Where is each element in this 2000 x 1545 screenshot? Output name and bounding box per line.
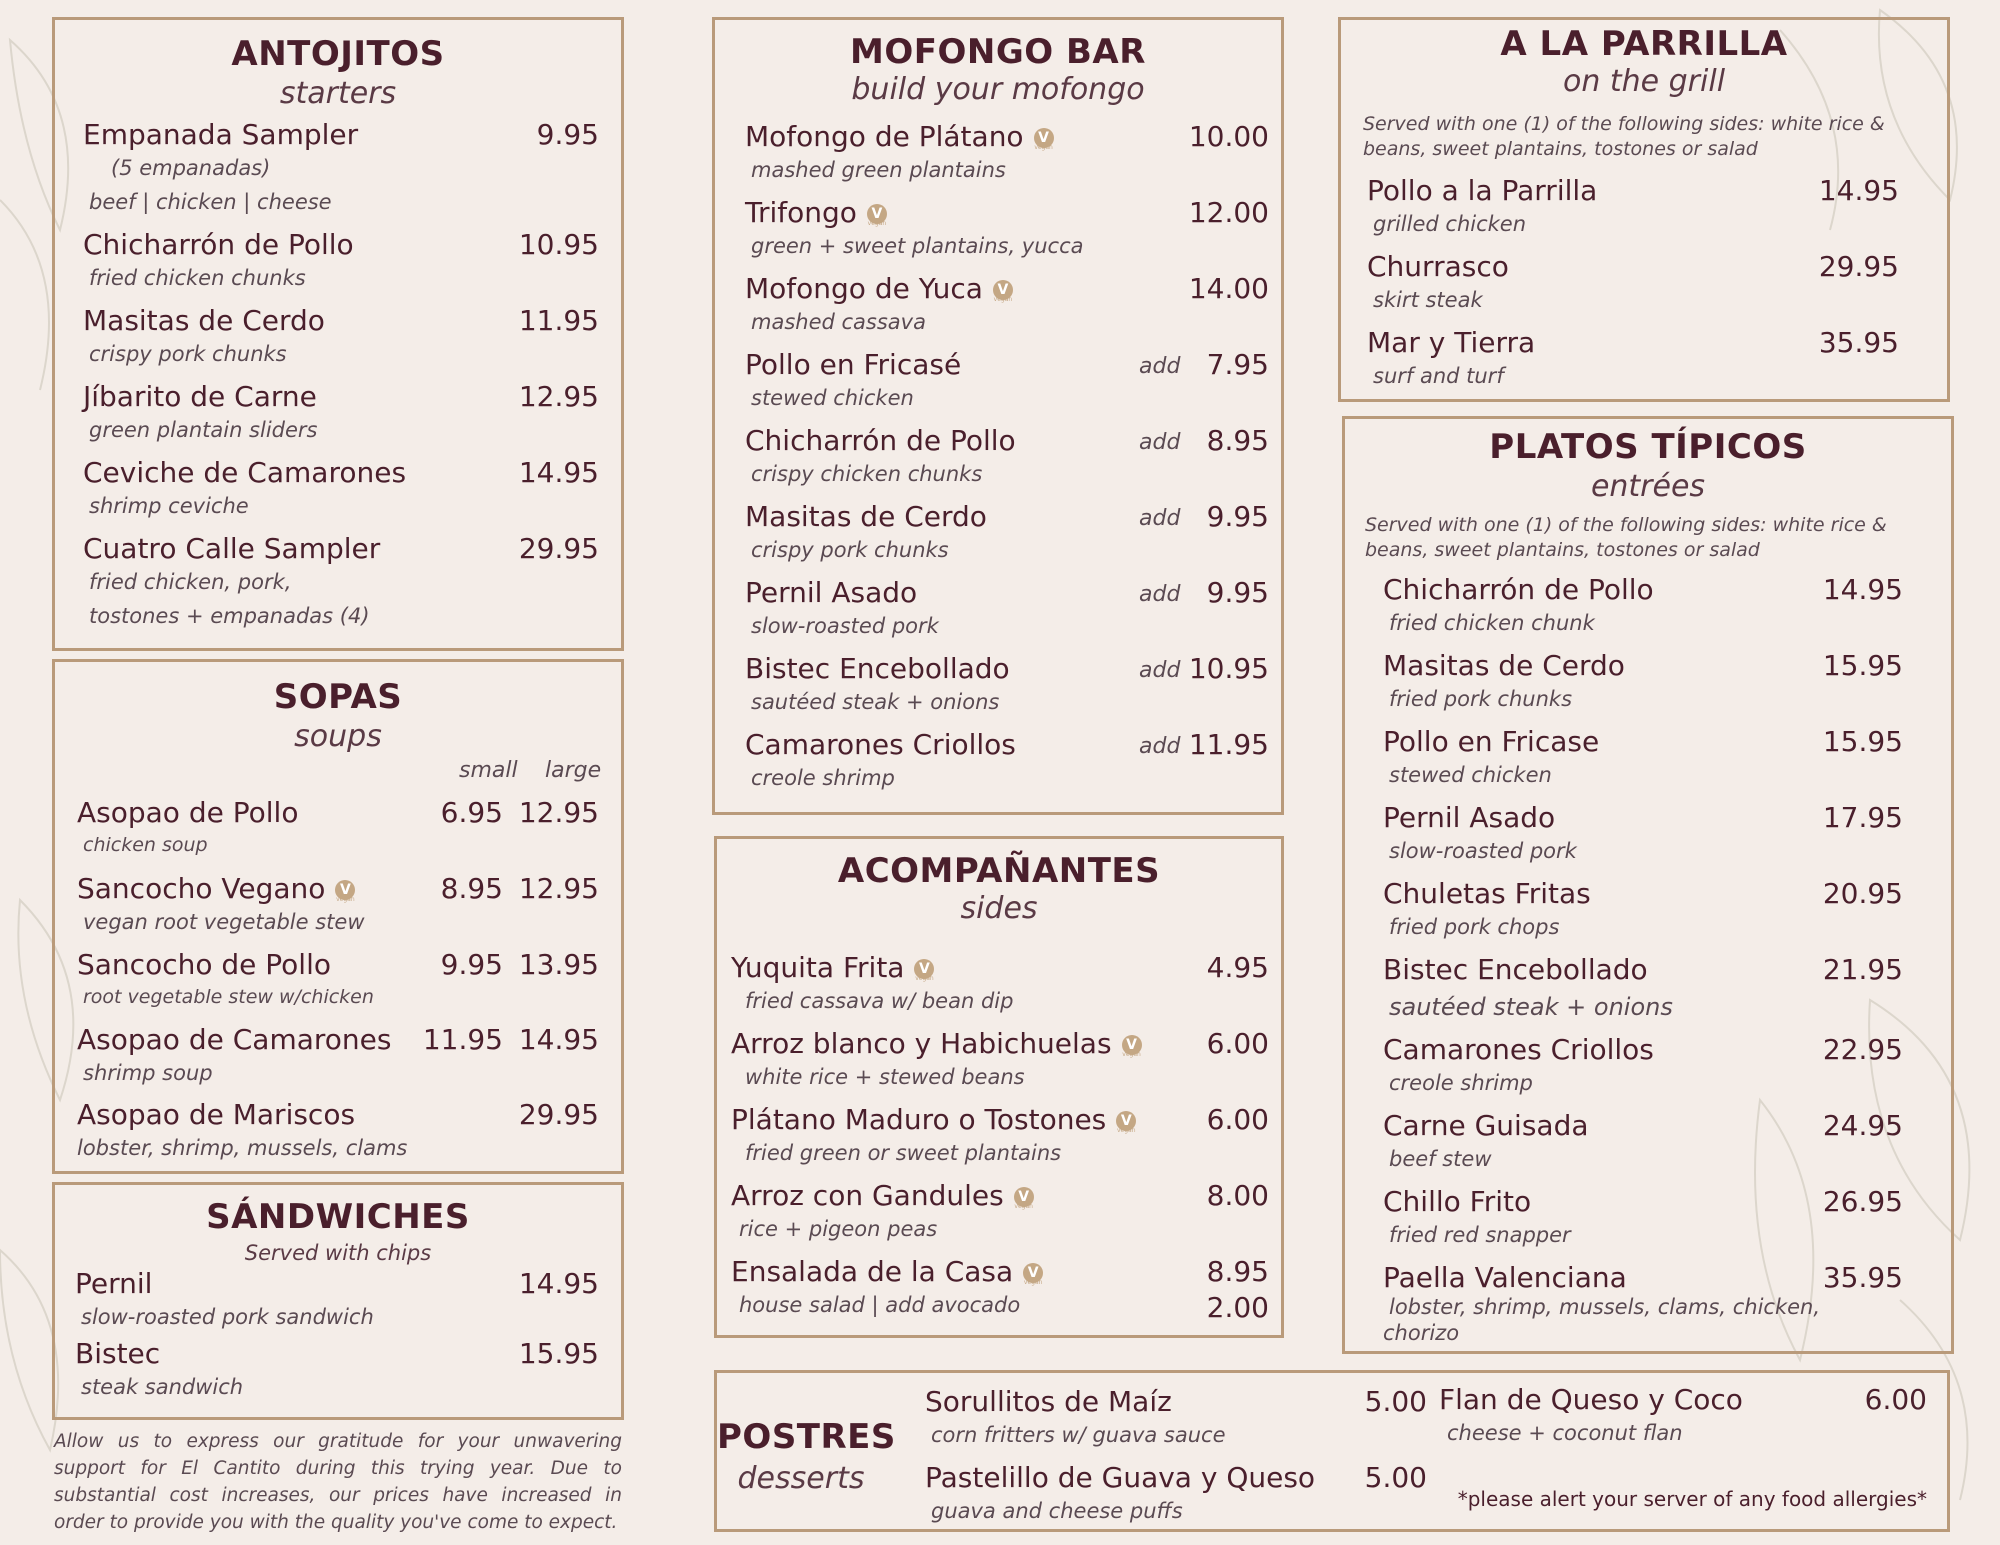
section-title: A LA PARRILLA (1500, 24, 1788, 64)
item-name: Asopao de Mariscos (77, 1098, 356, 1131)
item-name-text: Ensalada de la Casa (731, 1255, 1014, 1288)
item-name: Bistec (75, 1337, 161, 1370)
item-name: Pastelillo de Guava y Queso (925, 1461, 1316, 1494)
section-title: MOFONGO BAR (850, 32, 1146, 72)
item-description: guava and cheese puffs (931, 1499, 1183, 1523)
vegan-icon: V vegan (867, 206, 887, 227)
section-title: SOPAS (273, 677, 403, 717)
item-description: crispy pork chunks (89, 342, 287, 366)
item-price: 6.00 (1206, 1027, 1269, 1060)
item-price: 15.95 (518, 1337, 599, 1370)
item-name: Bistec Encebollado (1383, 953, 1648, 986)
item-description: creole shrimp (751, 766, 895, 790)
section-subtitle: desserts (737, 1461, 865, 1496)
vegan-icon: V vegan (1014, 1189, 1033, 1210)
section-title: SÁNDWICHES (206, 1197, 470, 1237)
item-price: 12.00 (1188, 196, 1269, 229)
item-price: 24.95 (1822, 1109, 1903, 1142)
section-title: ANTOJITOS (231, 34, 445, 74)
vegan-icon: V vegan (1117, 1113, 1136, 1134)
item-name: Empanada Sampler (83, 118, 359, 151)
item-name: Pollo a la Parrilla (1367, 174, 1598, 207)
section-subtitle: sides (960, 891, 1038, 926)
item-name (731, 1255, 1043, 1288)
menu-item (55, 228, 621, 298)
acompanantes-section (714, 836, 1284, 1338)
item-name: Bistec Encebollado (745, 652, 1010, 685)
sandwiches-section (52, 1182, 624, 1420)
item-price: 29.95 (1818, 250, 1899, 283)
section-note: Served with one (1) of the following sides: white rice & beans, sweet plantains, tostones or salad (1363, 113, 1885, 160)
vegan-icon: V vegan (1034, 130, 1053, 151)
item-price: 6.00 (1864, 1383, 1927, 1416)
item-name (731, 1103, 1136, 1136)
item-price: 10.00 (1188, 120, 1269, 153)
item-description: sautéed steak + onions (1389, 993, 1673, 1021)
item-name (731, 1027, 1142, 1060)
item-price-large: 12.95 (518, 872, 599, 905)
item-price: 12.95 (518, 380, 599, 413)
item-price-small: 6.95 (440, 796, 503, 829)
item-name-text: Mofongo de Plátano (745, 120, 1024, 153)
item-name: Masitas de Cerdo (83, 304, 325, 337)
item-description: shrimp ceviche (89, 494, 249, 518)
item-price: 14.95 (518, 456, 599, 489)
item-price: 26.95 (1822, 1185, 1903, 1218)
item-description: surf and turf (1373, 364, 1504, 388)
item-name-text: Yuquita Frita (731, 951, 905, 984)
item-price: 29.95 (518, 532, 599, 565)
menu-item (55, 380, 621, 450)
item-description: fried red snapper (1389, 1223, 1571, 1247)
postres-section (714, 1370, 1950, 1532)
item-name-text: Plátano Maduro o Tostones (731, 1103, 1107, 1136)
item-price: 5.00 (1364, 1385, 1427, 1418)
item-description: green + sweet plantains, yucca (751, 234, 1084, 258)
item-price: 9.95 (536, 118, 599, 151)
item-description: slow-roasted pork (1389, 839, 1577, 863)
item-name (745, 196, 887, 229)
item-description: beef | chicken | cheese (89, 190, 332, 214)
section-subtitle: entrées (1590, 469, 1706, 504)
item-price: 15.95 (1822, 725, 1903, 758)
vegan-icon: V vegan (336, 882, 355, 903)
item-name: Pollo en Fricase (1383, 725, 1600, 758)
item-description: crispy chicken chunks (751, 462, 983, 486)
item-price: 9.95 (1206, 576, 1269, 609)
item-description: fried chicken chunk (1389, 611, 1595, 635)
item-price: 14.00 (1188, 272, 1269, 305)
item-description: lobster, shrimp, mussels, clams, chicken, (1389, 1295, 1821, 1319)
item-description: fried green or sweet plantains (745, 1141, 1062, 1165)
vegan-icon: V vegan (993, 282, 1013, 303)
item-name: Chicharrón de Pollo (83, 228, 354, 261)
item-price: 35.95 (1818, 326, 1899, 359)
item-description: skirt steak (1373, 288, 1483, 312)
item-name-text: Trifongo (745, 196, 857, 229)
item-price: 11.95 (1188, 728, 1269, 761)
vegan-icon: V vegan (915, 961, 934, 982)
section-subtitle: on the grill (1562, 64, 1726, 99)
section-subtitle: soups (294, 719, 382, 754)
menu-item (55, 532, 621, 642)
item-name-text: Arroz con Gandules (731, 1179, 1004, 1212)
section-title: PLATOS TÍPICOS (1489, 427, 1807, 467)
item-name: Mar y Tierra (1367, 326, 1536, 359)
item-price: 7.95 (1206, 348, 1269, 381)
item-description: rice + pigeon peas (739, 1217, 938, 1241)
item-description: stewed chicken (751, 386, 914, 410)
item-note: (5 empanadas) (111, 156, 271, 180)
platos-section (1342, 416, 1954, 1354)
item-name: Pernil Asado (745, 576, 918, 609)
item-price: 4.95 (1206, 951, 1269, 984)
item-price: 17.95 (1822, 801, 1903, 834)
item-price: 10.95 (518, 228, 599, 261)
allergy-note: *please alert your server of any food allergies* (1457, 1487, 1927, 1511)
menu-item (55, 1337, 621, 1407)
vegan-icon: V vegan (1122, 1037, 1141, 1058)
item-description: green plantain sliders (89, 418, 318, 442)
item-name: Chicharrón de Pollo (745, 424, 1016, 457)
item-description: grilled chicken (1373, 212, 1527, 236)
item-name-text: Mofongo de Yuca (745, 272, 983, 305)
antojitos-section (52, 17, 624, 651)
item-price: 20.95 (1822, 877, 1903, 910)
item-price-small: 8.95 (440, 872, 503, 905)
item-description: steak sandwich (81, 1375, 244, 1399)
item-price: 6.00 (1206, 1103, 1269, 1136)
item-description: cheese + coconut flan (1447, 1421, 1683, 1445)
item-name (745, 120, 1054, 153)
item-description: house salad | add avocado (739, 1293, 1021, 1317)
menu-item (55, 304, 621, 374)
item-price: 10.95 (1188, 652, 1269, 685)
item-name: Chicharrón de Pollo (1383, 573, 1654, 606)
section-title: ACOMPAÑANTES (837, 851, 1161, 891)
item-name (731, 1179, 1034, 1212)
item-price: 8.00 (1206, 1179, 1269, 1212)
item-price: 14.95 (1822, 573, 1903, 606)
item-price: 15.95 (1822, 649, 1903, 682)
item-name: Chillo Frito (1383, 1185, 1532, 1218)
add-label: add (1139, 430, 1181, 455)
item-name-text: Sancocho Vegano (77, 872, 326, 905)
item-price: 5.00 (1364, 1461, 1427, 1494)
item-name: Pollo en Fricasé (745, 348, 962, 381)
section-subtitle: build your mofongo (851, 72, 1145, 107)
item-description: slow-roasted pork (751, 614, 939, 638)
item-name: Ceviche de Camarones (83, 456, 407, 489)
item-description-line2: chorizo (1383, 1321, 1460, 1345)
menu-item (55, 1023, 621, 1093)
menu-item (55, 948, 621, 1018)
item-price-small: 11.95 (422, 1023, 503, 1056)
item-name: Churrasco (1367, 250, 1509, 283)
item-description: crispy pork chunks (751, 538, 949, 562)
item-description: mashed cassava (751, 310, 926, 334)
menu-item (55, 456, 621, 526)
item-description: fried pork chops (1389, 915, 1560, 939)
item-description: white rice + stewed beans (745, 1065, 1025, 1089)
item-name: Carne Guisada (1383, 1109, 1589, 1142)
item-name: Cuatro Calle Sampler (83, 532, 381, 565)
item-description: fried pork chunks (1389, 687, 1573, 711)
item-name: Camarones Criollos (1383, 1033, 1654, 1066)
item-name: Jíbarito de Carne (83, 380, 317, 413)
sopas-section (52, 659, 624, 1174)
item-description: lobster, shrimp, mussels, clams (77, 1136, 408, 1160)
item-description: mashed green plantains (751, 158, 1006, 182)
menu-item (55, 872, 621, 942)
item-price: 22.95 (1822, 1033, 1903, 1066)
menu-item (55, 796, 621, 866)
item-name: Camarones Criollos (745, 728, 1016, 761)
section-subtitle: starters (279, 76, 397, 111)
item-name: Asopao de Pollo (77, 796, 299, 829)
item-name: Masitas de Cerdo (745, 500, 987, 533)
menu-item (55, 1267, 621, 1337)
add-label: add (1139, 734, 1181, 759)
item-description: shrimp soup (83, 1061, 213, 1085)
mofongo-section (712, 17, 1284, 815)
column-header-large: large (545, 758, 602, 783)
add-label: add (1139, 506, 1181, 531)
item-price-large: 13.95 (518, 948, 599, 981)
item-description: slow-roasted pork sandwich (81, 1305, 374, 1329)
item-price: 14.95 (1818, 174, 1899, 207)
parrilla-section (1338, 17, 1950, 402)
item-price: 8.95 (1206, 1255, 1269, 1288)
item-price-large: 29.95 (518, 1098, 599, 1131)
item-name: Asopao de Camarones (77, 1023, 392, 1056)
item-name (731, 951, 934, 984)
section-subtitle: Served with chips (244, 1241, 432, 1265)
add-label: add (1139, 582, 1181, 607)
item-price: 14.95 (518, 1267, 599, 1300)
item-name: Masitas de Cerdo (1383, 649, 1625, 682)
item-description: beef stew (1389, 1147, 1492, 1171)
item-price-large: 14.95 (518, 1023, 599, 1056)
avocado-price: 2.00 (1206, 1291, 1269, 1324)
item-name: Paella Valenciana (1383, 1261, 1627, 1294)
section-title: POSTRES (717, 1417, 896, 1457)
menu-item (55, 1098, 621, 1168)
item-name: Pernil (75, 1267, 153, 1300)
item-price: 35.95 (1822, 1261, 1903, 1294)
item-name: Pernil Asado (1383, 801, 1556, 834)
item-description: sautéed steak + onions (751, 690, 1000, 714)
item-price-large: 12.95 (518, 796, 599, 829)
footer-note: Allow us to express our gratitude for your unwavering support for El Cantito during this trying year. Due to substantial cost increases, our prices have increased in order to provide you with the quality you've come to expect. (54, 1431, 622, 1533)
item-name-text: Arroz blanco y Habichuelas (731, 1027, 1112, 1060)
menu-item (55, 118, 621, 228)
item-name (745, 272, 1013, 305)
item-description: creole shrimp (1389, 1071, 1533, 1095)
item-name: Sancocho de Pollo (77, 948, 331, 981)
add-label: add (1139, 658, 1181, 683)
item-description: fried cassava w/ bean dip (745, 989, 1014, 1013)
item-description: fried chicken chunks (89, 266, 306, 290)
item-price: 21.95 (1822, 953, 1903, 986)
item-description: corn fritters w/ guava sauce (931, 1423, 1226, 1447)
add-label: add (1139, 354, 1181, 379)
item-description-line2: tostones + empanadas (4) (89, 604, 370, 628)
item-description: vegan root vegetable stew (83, 910, 365, 934)
item-name: Chuletas Fritas (1383, 877, 1591, 910)
item-name: Flan de Queso y Coco (1439, 1383, 1743, 1416)
item-price: 9.95 (1206, 500, 1269, 533)
column-header-small: small (459, 758, 518, 783)
item-price-small: 9.95 (440, 948, 503, 981)
item-price: 8.95 (1206, 424, 1269, 457)
item-name (77, 872, 355, 905)
item-price: 11.95 (518, 304, 599, 337)
item-name: Sorullitos de Maíz (925, 1385, 1172, 1418)
vegan-icon: V vegan (1023, 1265, 1043, 1286)
item-description: root vegetable stew w/chicken (83, 986, 374, 1008)
item-description: stewed chicken (1389, 763, 1552, 787)
item-description: fried chicken, pork, (89, 570, 292, 594)
item-description: chicken soup (83, 834, 208, 856)
section-note: Served with one (1) of the following sides: white rice & beans, sweet plantains, tostones or salad (1365, 514, 1887, 561)
